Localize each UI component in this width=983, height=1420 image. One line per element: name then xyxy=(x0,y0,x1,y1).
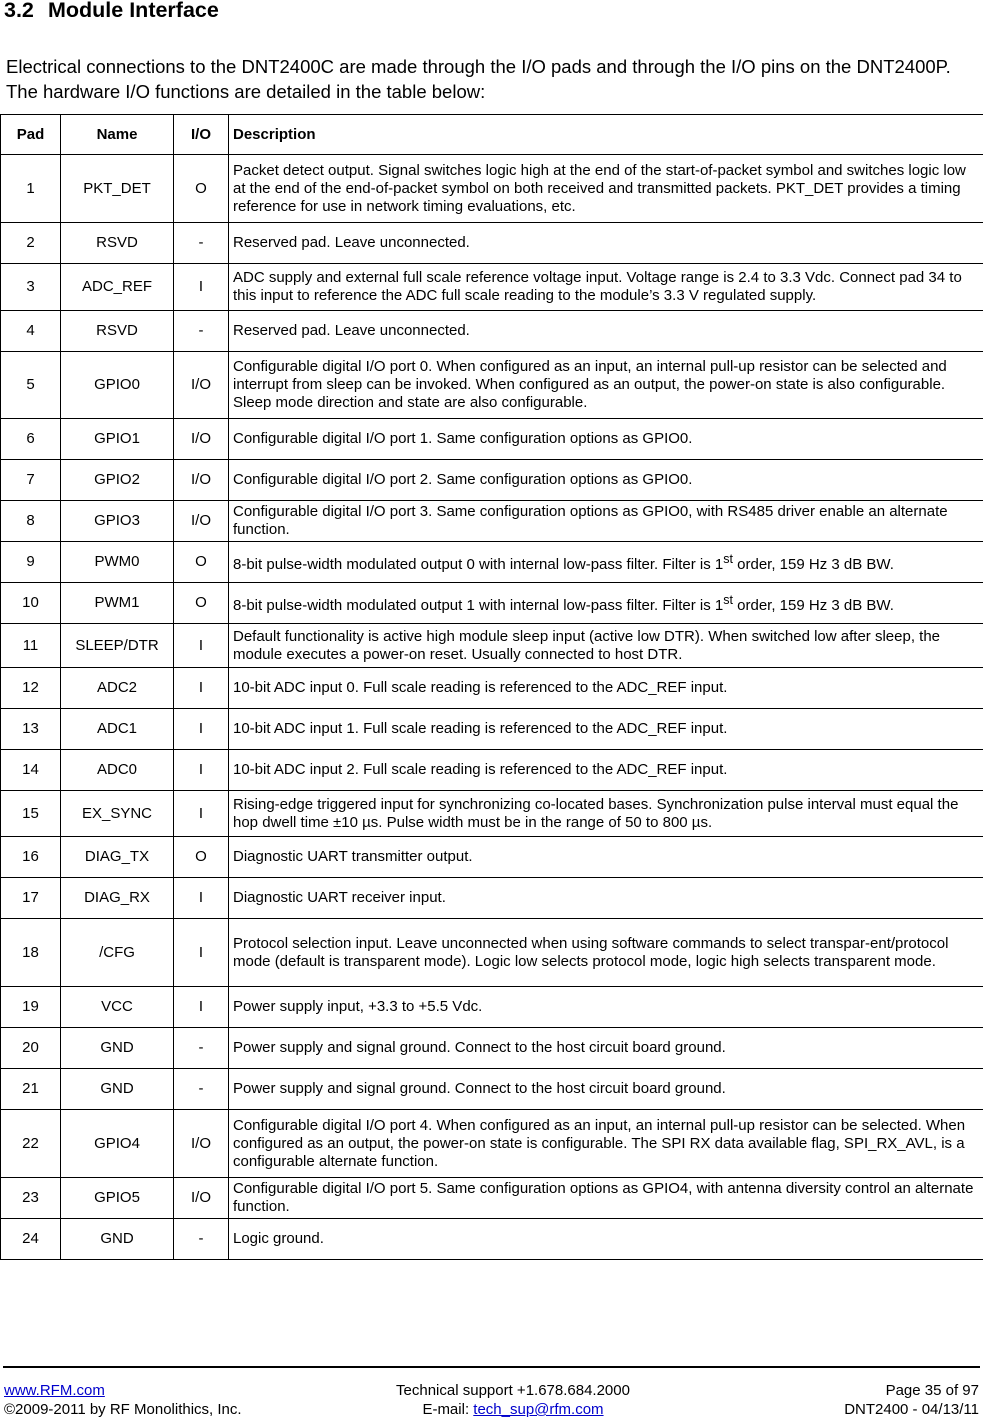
pad-name: PWM1 xyxy=(61,583,174,624)
pad-number: 23 xyxy=(1,1178,61,1219)
module-interface-table xyxy=(0,114,983,1260)
table-row xyxy=(1,837,983,878)
table-row xyxy=(1,987,983,1028)
pad-number: 19 xyxy=(1,987,61,1028)
table-row xyxy=(1,878,983,919)
description-text: 8-bit pulse-width modulated output 1 with internal low-pass filter. Filter is 1 xyxy=(233,597,724,614)
pad-number: 16 xyxy=(1,837,61,878)
pad-description: Configurable digital I/O port 0. When configured as an input, an internal pull-up resistor can be selected and interrupt from sleep can be invoked. When configured as an output, the power-on state is also configurable. Sleep mode direction and state are also configurable. xyxy=(229,352,983,419)
footer-left xyxy=(4,1381,242,1419)
pad-description: Configurable digital I/O port 1. Same configuration options as GPIO0. xyxy=(229,419,983,460)
table-row xyxy=(1,750,983,791)
description-text: 8-bit pulse-width modulated output 0 with internal low-pass filter. Filter is 1 xyxy=(233,556,724,573)
header-pad: Pad xyxy=(1,115,61,155)
pad-description: Reserved pad. Leave unconnected. xyxy=(229,223,983,264)
pad-number: 3 xyxy=(1,264,61,311)
pad-io: - xyxy=(174,1028,229,1069)
pad-number: 22 xyxy=(1,1110,61,1178)
pad-description: 10-bit ADC input 2. Full scale reading is referenced to the ADC_REF input. xyxy=(229,750,983,791)
pad-name: /CFG xyxy=(61,919,174,987)
section-number: 3.2 xyxy=(4,0,34,22)
pad-description: Configurable digital I/O port 3. Same configuration options as GPIO0, with RS485 driver enable an alternate function. xyxy=(229,501,983,542)
pad-description: Power supply and signal ground. Connect to the host circuit board ground. xyxy=(229,1028,983,1069)
footer-right xyxy=(844,1381,979,1419)
pad-number: 21 xyxy=(1,1069,61,1110)
table-row xyxy=(1,583,983,624)
pad-name: DIAG_RX xyxy=(61,878,174,919)
pad-description: Diagnostic UART transmitter output. xyxy=(229,837,983,878)
support-phone: Technical support +1.678.684.2000 xyxy=(396,1382,630,1399)
pad-io: O xyxy=(174,542,229,583)
pad-name: PWM0 xyxy=(61,542,174,583)
pad-io: I xyxy=(174,624,229,668)
pad-io: - xyxy=(174,311,229,352)
pad-description: ADC supply and external full scale reference voltage input. Voltage range is 2.4 to 3.3 Vdc. Connect pad 34 to this input to reference the ADC full scale reading to the module’s 3.3 V regulated supply. xyxy=(229,264,983,311)
pad-io: I xyxy=(174,987,229,1028)
pad-description: Packet detect output. Signal switches logic high at the end of the start-of-packet symbol and switches logic low at the end of the end-of-packet symbol on both received and transmitted packets. PKT_DET provides a timing reference for use in network timing evaluations, etc. xyxy=(229,155,983,223)
pad-description: Rising-edge triggered input for synchronizing co-located bases. Synchronization pulse interval must equal the hop dwell time ±10 µs. Pulse width must be in the range of 50 to 800 µs. xyxy=(229,791,983,837)
table-row xyxy=(1,501,983,542)
pad-io: O xyxy=(174,837,229,878)
pad-io: I xyxy=(174,668,229,709)
pad-name: GPIO1 xyxy=(61,419,174,460)
table-row xyxy=(1,1110,983,1178)
pad-name: RSVD xyxy=(61,223,174,264)
table-row xyxy=(1,1028,983,1069)
pad-description: Configurable digital I/O port 4. When configured as an input, an internal pull-up resistor can be selected. When configured as an output, the power-on state is configurable. The SPI RX data available flag, SPI_RX_AVL, is a configurable alternate function. xyxy=(229,1110,983,1178)
pad-description: Logic ground. xyxy=(229,1219,983,1260)
pad-io: O xyxy=(174,583,229,624)
pad-io: O xyxy=(174,155,229,223)
footer-divider xyxy=(3,1366,980,1368)
description-text-tail: order, 159 Hz 3 dB BW. xyxy=(732,556,894,573)
pad-description: Default functionality is active high module sleep input (active low DTR). When switched low after sleep, the module executes a power-on reset. Usually connected to host DTR. xyxy=(229,624,983,668)
table-row xyxy=(1,460,983,501)
footer-center xyxy=(388,1381,638,1419)
pad-number: 13 xyxy=(1,709,61,750)
pad-name: PKT_DET xyxy=(61,155,174,223)
pad-io: I/O xyxy=(174,1110,229,1178)
section-heading xyxy=(4,0,219,23)
pad-name: GND xyxy=(61,1219,174,1260)
pad-name: ADC0 xyxy=(61,750,174,791)
pad-number: 20 xyxy=(1,1028,61,1069)
superscript-st: st xyxy=(723,552,733,566)
pad-name: GND xyxy=(61,1028,174,1069)
pad-number: 4 xyxy=(1,311,61,352)
table-row xyxy=(1,352,983,419)
pad-description: 10-bit ADC input 1. Full scale reading is referenced to the ADC_REF input. xyxy=(229,709,983,750)
table-row xyxy=(1,791,983,837)
pad-name: GPIO2 xyxy=(61,460,174,501)
pad-name: RSVD xyxy=(61,311,174,352)
pad-name: ADC2 xyxy=(61,668,174,709)
table-row xyxy=(1,419,983,460)
header-io: I/O xyxy=(174,115,229,155)
pad-number: 10 xyxy=(1,583,61,624)
support-email-link[interactable]: tech_sup@rfm.com xyxy=(473,1401,604,1418)
pad-number: 6 xyxy=(1,419,61,460)
table-row xyxy=(1,542,983,583)
header-name: Name xyxy=(61,115,174,155)
table-row xyxy=(1,668,983,709)
pad-number: 7 xyxy=(1,460,61,501)
description-text-tail: order, 159 Hz 3 dB BW. xyxy=(732,597,894,614)
pad-name: GND xyxy=(61,1069,174,1110)
section-title: Module Interface xyxy=(48,0,219,22)
pad-io: I xyxy=(174,264,229,311)
page-number: Page 35 of 97 xyxy=(885,1382,979,1399)
table-row xyxy=(1,919,983,987)
pad-io: - xyxy=(174,223,229,264)
table-row xyxy=(1,709,983,750)
pad-number: 8 xyxy=(1,501,61,542)
table-header-row xyxy=(1,115,983,155)
pad-name: ADC1 xyxy=(61,709,174,750)
pad-description: Protocol selection input. Leave unconnected when using software commands to select transpar-ent/protocol mode (default is transparent mode). Logic low selects protocol mode, logic high selects transparent mode. xyxy=(229,919,983,987)
table-row xyxy=(1,1178,983,1219)
pad-name: VCC xyxy=(61,987,174,1028)
pad-description: Power supply and signal ground. Connect to the host circuit board ground. xyxy=(229,1069,983,1110)
pad-io: I xyxy=(174,750,229,791)
pad-io: - xyxy=(174,1219,229,1260)
pad-io: I xyxy=(174,791,229,837)
email-label: E-mail: xyxy=(422,1401,474,1418)
pad-name: EX_SYNC xyxy=(61,791,174,837)
pad-io: I/O xyxy=(174,501,229,542)
pad-number: 17 xyxy=(1,878,61,919)
pad-io: I/O xyxy=(174,419,229,460)
pad-io: I xyxy=(174,919,229,987)
pad-name: GPIO0 xyxy=(61,352,174,419)
pad-name: GPIO5 xyxy=(61,1178,174,1219)
pad-description: Configurable digital I/O port 5. Same configuration options as GPIO4, with antenna diversity control an alternate function. xyxy=(229,1178,983,1219)
pad-number: 12 xyxy=(1,668,61,709)
pad-name: ADC_REF xyxy=(61,264,174,311)
pad-name: DIAG_TX xyxy=(61,837,174,878)
pad-number: 1 xyxy=(1,155,61,223)
pad-description xyxy=(229,583,983,624)
pad-description: Configurable digital I/O port 2. Same configuration options as GPIO0. xyxy=(229,460,983,501)
pad-description xyxy=(229,542,983,583)
pad-name: SLEEP/DTR xyxy=(61,624,174,668)
header-description: Description xyxy=(229,115,983,155)
table-row xyxy=(1,624,983,668)
pad-description: Diagnostic UART receiver input. xyxy=(229,878,983,919)
table-row xyxy=(1,223,983,264)
pad-number: 5 xyxy=(1,352,61,419)
pad-name: GPIO4 xyxy=(61,1110,174,1178)
table-row xyxy=(1,1069,983,1110)
copyright-text: ©2009-2011 by RF Monolithics, Inc. xyxy=(4,1401,242,1418)
website-link[interactable]: www.RFM.com xyxy=(4,1382,105,1399)
pad-name: GPIO3 xyxy=(61,501,174,542)
table-row xyxy=(1,311,983,352)
pad-io: I xyxy=(174,878,229,919)
pad-number: 14 xyxy=(1,750,61,791)
pad-io: I xyxy=(174,709,229,750)
pad-description: 10-bit ADC input 0. Full scale reading is referenced to the ADC_REF input. xyxy=(229,668,983,709)
pad-number: 9 xyxy=(1,542,61,583)
document-id: DNT2400 - 04/13/11 xyxy=(844,1401,979,1418)
pad-description: Power supply input, +3.3 to +5.5 Vdc. xyxy=(229,987,983,1028)
table-row xyxy=(1,264,983,311)
pad-io: I/O xyxy=(174,1178,229,1219)
pad-number: 18 xyxy=(1,919,61,987)
pad-io: I/O xyxy=(174,460,229,501)
intro-paragraph: Electrical connections to the DNT2400C are made through the I/O pads and through the I/O pins on the DNT2400P. The hardware I/O functions are detailed in the table below: xyxy=(6,56,951,102)
pad-number: 15 xyxy=(1,791,61,837)
pad-number: 2 xyxy=(1,223,61,264)
superscript-st: st xyxy=(723,593,733,607)
pad-io: - xyxy=(174,1069,229,1110)
table-row xyxy=(1,155,983,223)
pad-number: 24 xyxy=(1,1219,61,1260)
table-row xyxy=(1,1219,983,1260)
pad-description: Reserved pad. Leave unconnected. xyxy=(229,311,983,352)
pad-number: 11 xyxy=(1,624,61,668)
pad-io: I/O xyxy=(174,352,229,419)
